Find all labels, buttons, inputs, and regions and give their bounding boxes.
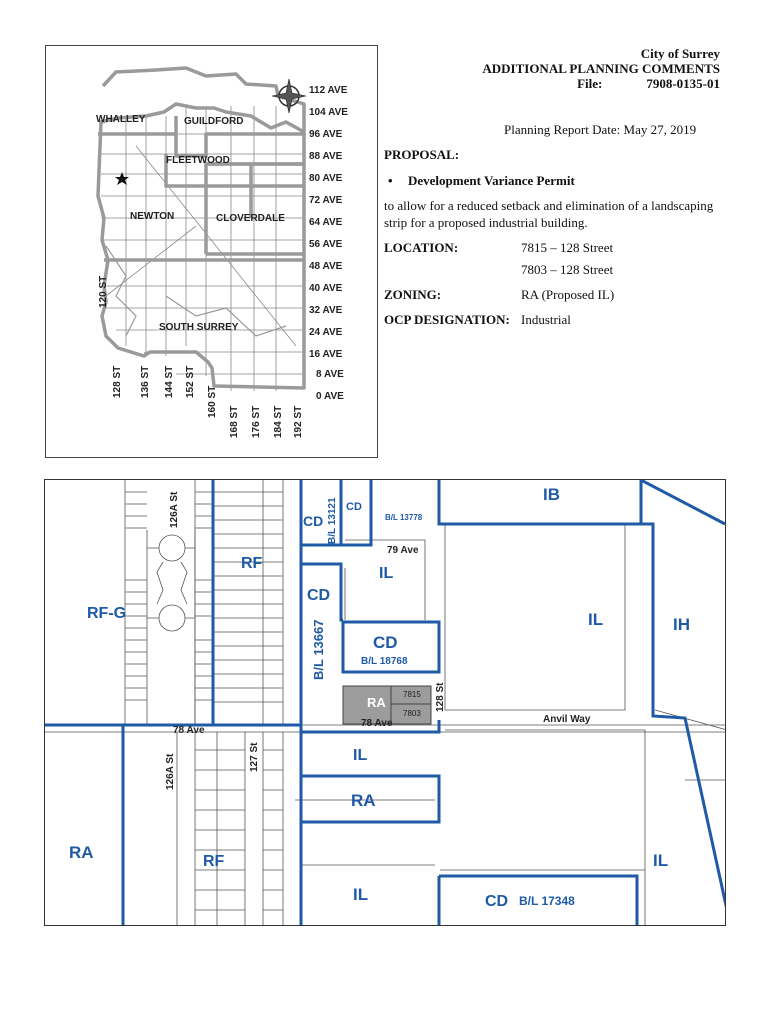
zone-bylaw: B/L 13121	[327, 497, 338, 544]
compass-icon	[272, 79, 306, 113]
bullet-dot-icon: •	[388, 173, 393, 188]
zone-labels	[69, 485, 690, 910]
report-date: Planning Report Date: May 27, 2019	[504, 122, 697, 137]
zone-rf: RF	[203, 853, 225, 870]
avenue-label: 32 AVE	[309, 305, 343, 316]
area-whalley: WHALLEY	[96, 114, 146, 125]
zone-bylaw: B/L 18768	[361, 656, 408, 667]
zone-cd: CD	[485, 893, 509, 910]
proposal-heading: PROPOSAL:	[384, 147, 460, 162]
header-block	[384, 46, 720, 91]
street-label: 160 ST	[207, 385, 218, 418]
zone-bylaw: B/L 13778	[385, 513, 423, 522]
file-label: File:	[577, 76, 603, 91]
street-78-ave: 78 Ave	[361, 718, 393, 729]
zone-cd: CD	[303, 513, 324, 529]
location-value-1: 7815 – 128 Street	[521, 240, 614, 255]
avenue-label: 64 AVE	[309, 217, 343, 228]
avenue-label: 88 AVE	[309, 151, 343, 162]
avenue-label: 8 AVE	[316, 369, 344, 380]
zone-il: IL	[379, 565, 394, 582]
avenue-label: 112 AVE	[309, 85, 348, 96]
street-label: 176 ST	[251, 405, 262, 438]
zone-bylaw: B/L 13667	[311, 619, 326, 680]
ocp-label: OCP DESIGNATION:	[384, 312, 510, 327]
zone-cd: CD	[307, 587, 331, 604]
zoning-value: RA (Proposed IL)	[521, 287, 615, 302]
zoning-map	[44, 479, 726, 926]
street-label: 136 ST	[140, 365, 151, 398]
street-126a-st: 126A St	[165, 753, 176, 790]
key-map-svg	[46, 46, 379, 459]
avenue-label: 104 AVE	[309, 107, 348, 118]
zone-cd: CD	[373, 633, 398, 652]
key-map	[45, 45, 378, 458]
street-label: 184 ST	[273, 405, 284, 438]
zone-ib: IB	[543, 485, 560, 504]
zone-ra-subject: RA	[367, 695, 386, 710]
avenue-label: 80 AVE	[309, 173, 343, 184]
street-label: 168 ST	[229, 405, 240, 438]
street-label: 128 ST	[112, 365, 123, 398]
street-78-ave: 78 Ave	[173, 725, 205, 736]
zoning-label: ZONING:	[384, 287, 442, 302]
avenue-label: 72 AVE	[309, 195, 343, 206]
zone-bylaw: B/L 17348	[519, 894, 575, 908]
street-126a-st: 126A St	[169, 491, 180, 528]
zone-ih: IH	[673, 615, 690, 634]
zone-ra: RA	[69, 843, 94, 862]
avenue-label: 0 AVE	[316, 391, 344, 402]
proposal-description: to allow for a reduced setback and elimination of a landscaping strip for a proposed industrial building.	[384, 198, 714, 230]
avenue-label: 56 AVE	[309, 239, 343, 250]
avenue-label: 96 AVE	[309, 129, 343, 140]
ocp-value: Industrial	[521, 312, 571, 327]
key-map-grid	[101, 106, 306, 391]
street-label: 152 ST	[185, 365, 196, 398]
street-128-st: 128 St	[435, 682, 446, 712]
zone-il: IL	[653, 851, 669, 870]
zone-cd: CD	[346, 501, 362, 513]
area-fleetwood: FLEETWOOD	[166, 155, 230, 166]
street-label: 144 ST	[164, 365, 175, 398]
document-title: ADDITIONAL PLANNING COMMENTS	[482, 61, 720, 76]
key-map-avenue-labels	[309, 85, 348, 402]
proposal-bullet	[388, 173, 575, 189]
area-newton: NEWTON	[130, 211, 175, 222]
zone-il: IL	[353, 747, 368, 764]
key-map-area-labels	[96, 114, 285, 333]
zone-il: IL	[353, 885, 369, 904]
file-row	[384, 76, 720, 91]
street-79-ave: 79 Ave	[387, 545, 419, 556]
location-label: LOCATION:	[384, 240, 459, 255]
zone-rfg: RF-G	[87, 605, 127, 622]
zone-rf: RF	[241, 555, 263, 572]
avenue-label: 48 AVE	[309, 261, 343, 272]
area-guildford: GUILDFORD	[184, 116, 244, 127]
avenue-label: 16 AVE	[309, 349, 343, 360]
area-cloverdale: CLOVERDALE	[216, 213, 285, 224]
zone-ra: RA	[351, 791, 376, 810]
file-number: 7908-0135-01	[646, 76, 720, 91]
location-value-2: 7803 – 128 Street	[521, 262, 614, 277]
planning-info	[384, 46, 720, 327]
zone-il: IL	[588, 610, 604, 629]
address-7815: 7815	[403, 690, 421, 699]
street-label: 192 ST	[293, 405, 304, 438]
avenue-label: 40 AVE	[309, 283, 343, 294]
street-anvil-way: Anvil Way	[543, 714, 591, 725]
street-127-st: 127 St	[249, 742, 260, 772]
avenue-label: 24 AVE	[309, 327, 343, 338]
zoning-map-svg	[45, 480, 726, 926]
proposal-bullet-text: Development Variance Permit	[408, 173, 575, 188]
street-label: 120 ST	[98, 275, 109, 308]
address-7803: 7803	[403, 709, 421, 718]
org-name: City of Surrey	[640, 46, 720, 61]
area-south-surrey: SOUTH SURREY	[159, 322, 239, 333]
